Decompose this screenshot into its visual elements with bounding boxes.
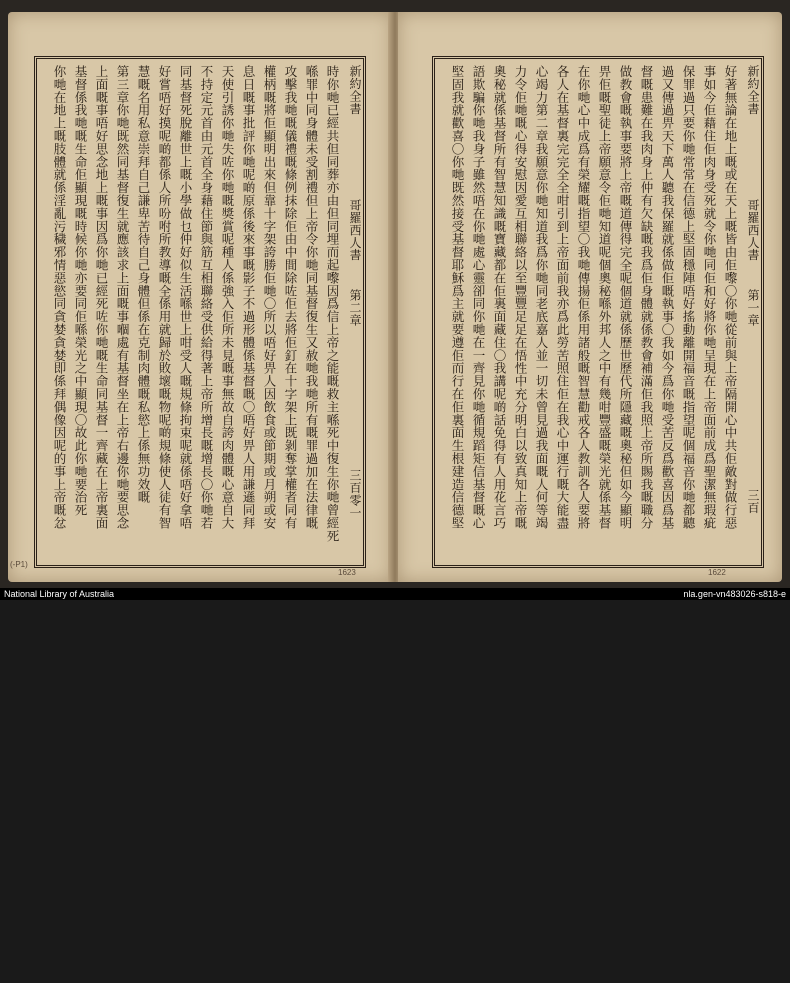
text-column: 畀佢嘅聖徒上帝願意令佢哋知道呢個奧秘喺外邦人之中有幾咁豐盛嘅榮光就係基督 xyxy=(597,65,612,530)
text-column: 做教會嘅執事要將上帝嘅道傳得完全呢個道就係歷世歷代所隱藏嘅奧秘但如今顯明 xyxy=(618,65,633,530)
text-column: 各人在基督裏完完全全咁引到上帝面前我亦爲此勞苦照住佢在我心中運行嘅大能盡 xyxy=(555,65,570,530)
right-text-frame xyxy=(432,56,764,568)
right-header-book-title: 新約全書 xyxy=(746,65,760,115)
text-column: 攻擊我哋嘅儀禮嘅條例抹除佢由中間除咗佢去將佢釘在十字架上既剝奪掌權者同有 xyxy=(283,65,298,530)
text-column: 在你哋心中成爲有榮耀嘅指望〇我哋傳揚佢係用諸般嘅智慧勸戒各人教訓各人要將 xyxy=(576,65,591,530)
right-header-chapter: 第一章 xyxy=(746,289,760,327)
text-column: 事如今佢藉住佢肉身受死就令你哋同佢和好將你哋呈現在上帝面前成爲聖潔無瑕疵 xyxy=(702,65,717,530)
right-page xyxy=(398,12,782,582)
text-column: 督嘅患難在我肉身上仲有欠缺嘅我爲佢身體就係教會補滿佢我照上帝所賜我嘅職分 xyxy=(639,65,654,530)
text-column: 同基督死脫離世上嘅小學做乜仲好似生活喺世上咁受人嘅規條拘束呢就係唔好拿唔 xyxy=(178,65,193,530)
handwritten-margin-mark: (-P1) xyxy=(10,560,28,569)
footer-library-name: National Library of Australia xyxy=(4,589,115,599)
text-column: 第三章你哋既然同基督復生就應該求上面嘅事嗰處有基督坐在上帝右邊你哋要思念 xyxy=(115,65,130,530)
handwritten-page-count: 1622 xyxy=(708,568,726,577)
text-column: 喺罪中同身體未受割禮但上帝令你哋同基督復生又赦哋我哋所有嘅罪過加在法律嘅 xyxy=(304,65,319,530)
text-column: 上面嘅事唔好思念地上嘅事因爲你哋已經死咗你哋嘅生命同基督一齊藏在上帝裏面 xyxy=(94,65,109,530)
text-column: 保罪過只要你哋常常在信德上堅固穩陣唔好搖動離開福音嘅指望呢個福音你哋都聽 xyxy=(681,65,696,530)
text-column: 心竭力第二章我願意你哋知道我爲你哋同老底嘉人並一切未曾見過我面嘅人何等竭 xyxy=(534,65,549,530)
text-column: 不持定元首由元首全身藉住節與筋互相聯絡受供給得著上帝所增長嘅增長〇你哋若 xyxy=(199,65,214,530)
right-page-number: 三百 xyxy=(746,489,760,514)
text-column: 好著無論在地上嘅或在天上嘅皆由佢嚟〇你哋從前與上帝隔開心中共佢敵對做行惡 xyxy=(723,65,738,530)
left-page xyxy=(8,12,392,582)
left-page-number: 三百零一 xyxy=(348,469,362,519)
text-column: 力令佢哋嘅心得安慰因愛互相聯絡以至豐豐足足在悟性中充分明白以致真知上帝嘅 xyxy=(513,65,528,530)
left-header-book-title: 新約全書 xyxy=(348,65,362,115)
text-column: 慧嘅名用私意崇拜自己謙卑苦待自己身體但係在克制肉體嘅私慾上係無功效嘅 xyxy=(136,65,151,504)
text-column: 時你哋已經共但同葬亦由但同埋而起嚟因爲信上帝之能嘅救主喺死中復生你哋曾經死 xyxy=(325,65,340,543)
left-header-epistle-title: 哥羅西人書 xyxy=(348,199,362,261)
text-column: 奧秘就係基督所有智慧知識嘅寶藏都在佢裏面藏住〇我講呢啲話免得有人用花言巧 xyxy=(492,65,507,530)
left-header-chapter: 第二章 xyxy=(348,289,362,327)
text-column: 權柄嘅將佢顯明出來但靠十字架誇勝佢哋〇所以唔好畀人因飲食或節期或月朔或安 xyxy=(262,65,277,530)
text-column: 堅固我就歡喜〇你哋既然接受基督耶穌爲主就要遵佢而行在佢裏面生根建造信德堅 xyxy=(450,65,465,530)
text-column: 好嘗唔好摸呢啲都係人所吩咐所教導嘅全係用就歸於敗壞嘅物呢啲規條使人徒有智 xyxy=(157,65,172,530)
text-column: 你哋在地上嘅肢體就係淫亂污穢邪情惡慾同貪婪貪婪即係拜偶像因呢的事上帝嘅忿 xyxy=(52,65,67,530)
footer-identifier: nla.gen-vn483026-s818-e xyxy=(683,589,786,599)
handwritten-page-count: 1623 xyxy=(338,568,356,577)
text-column: 語欺騙你哋我身子雖然唔在你哋處心靈卻同你哋在一齊見你哋循規蹈矩信基督嘅心 xyxy=(471,65,486,530)
left-text-frame xyxy=(34,56,366,568)
text-column: 天使引誘你哋失咗你哋嘅獎賞呢種人係強入佢所未見嘅事無故自誇肉體嘅心意自大 xyxy=(220,65,235,530)
text-column: 基督係我哋嘅生命佢顯現嘅時候你哋亦要同佢喺榮光之中顯現〇故此你哋要治死 xyxy=(73,65,88,517)
text-column: 過又傳過畀天下萬人聽我保羅就係做佢嘅執事〇我如今爲你哋受苦反爲歡喜因爲基 xyxy=(660,65,675,530)
text-column: 息日嘅事批評你哋呢啲原係後來事嘅影子不過形體係基督嘅〇唔好畀人用謙遜同拜 xyxy=(241,65,256,530)
right-header-epistle-title: 哥羅西人書 xyxy=(746,199,760,261)
archive-footer xyxy=(0,588,790,600)
